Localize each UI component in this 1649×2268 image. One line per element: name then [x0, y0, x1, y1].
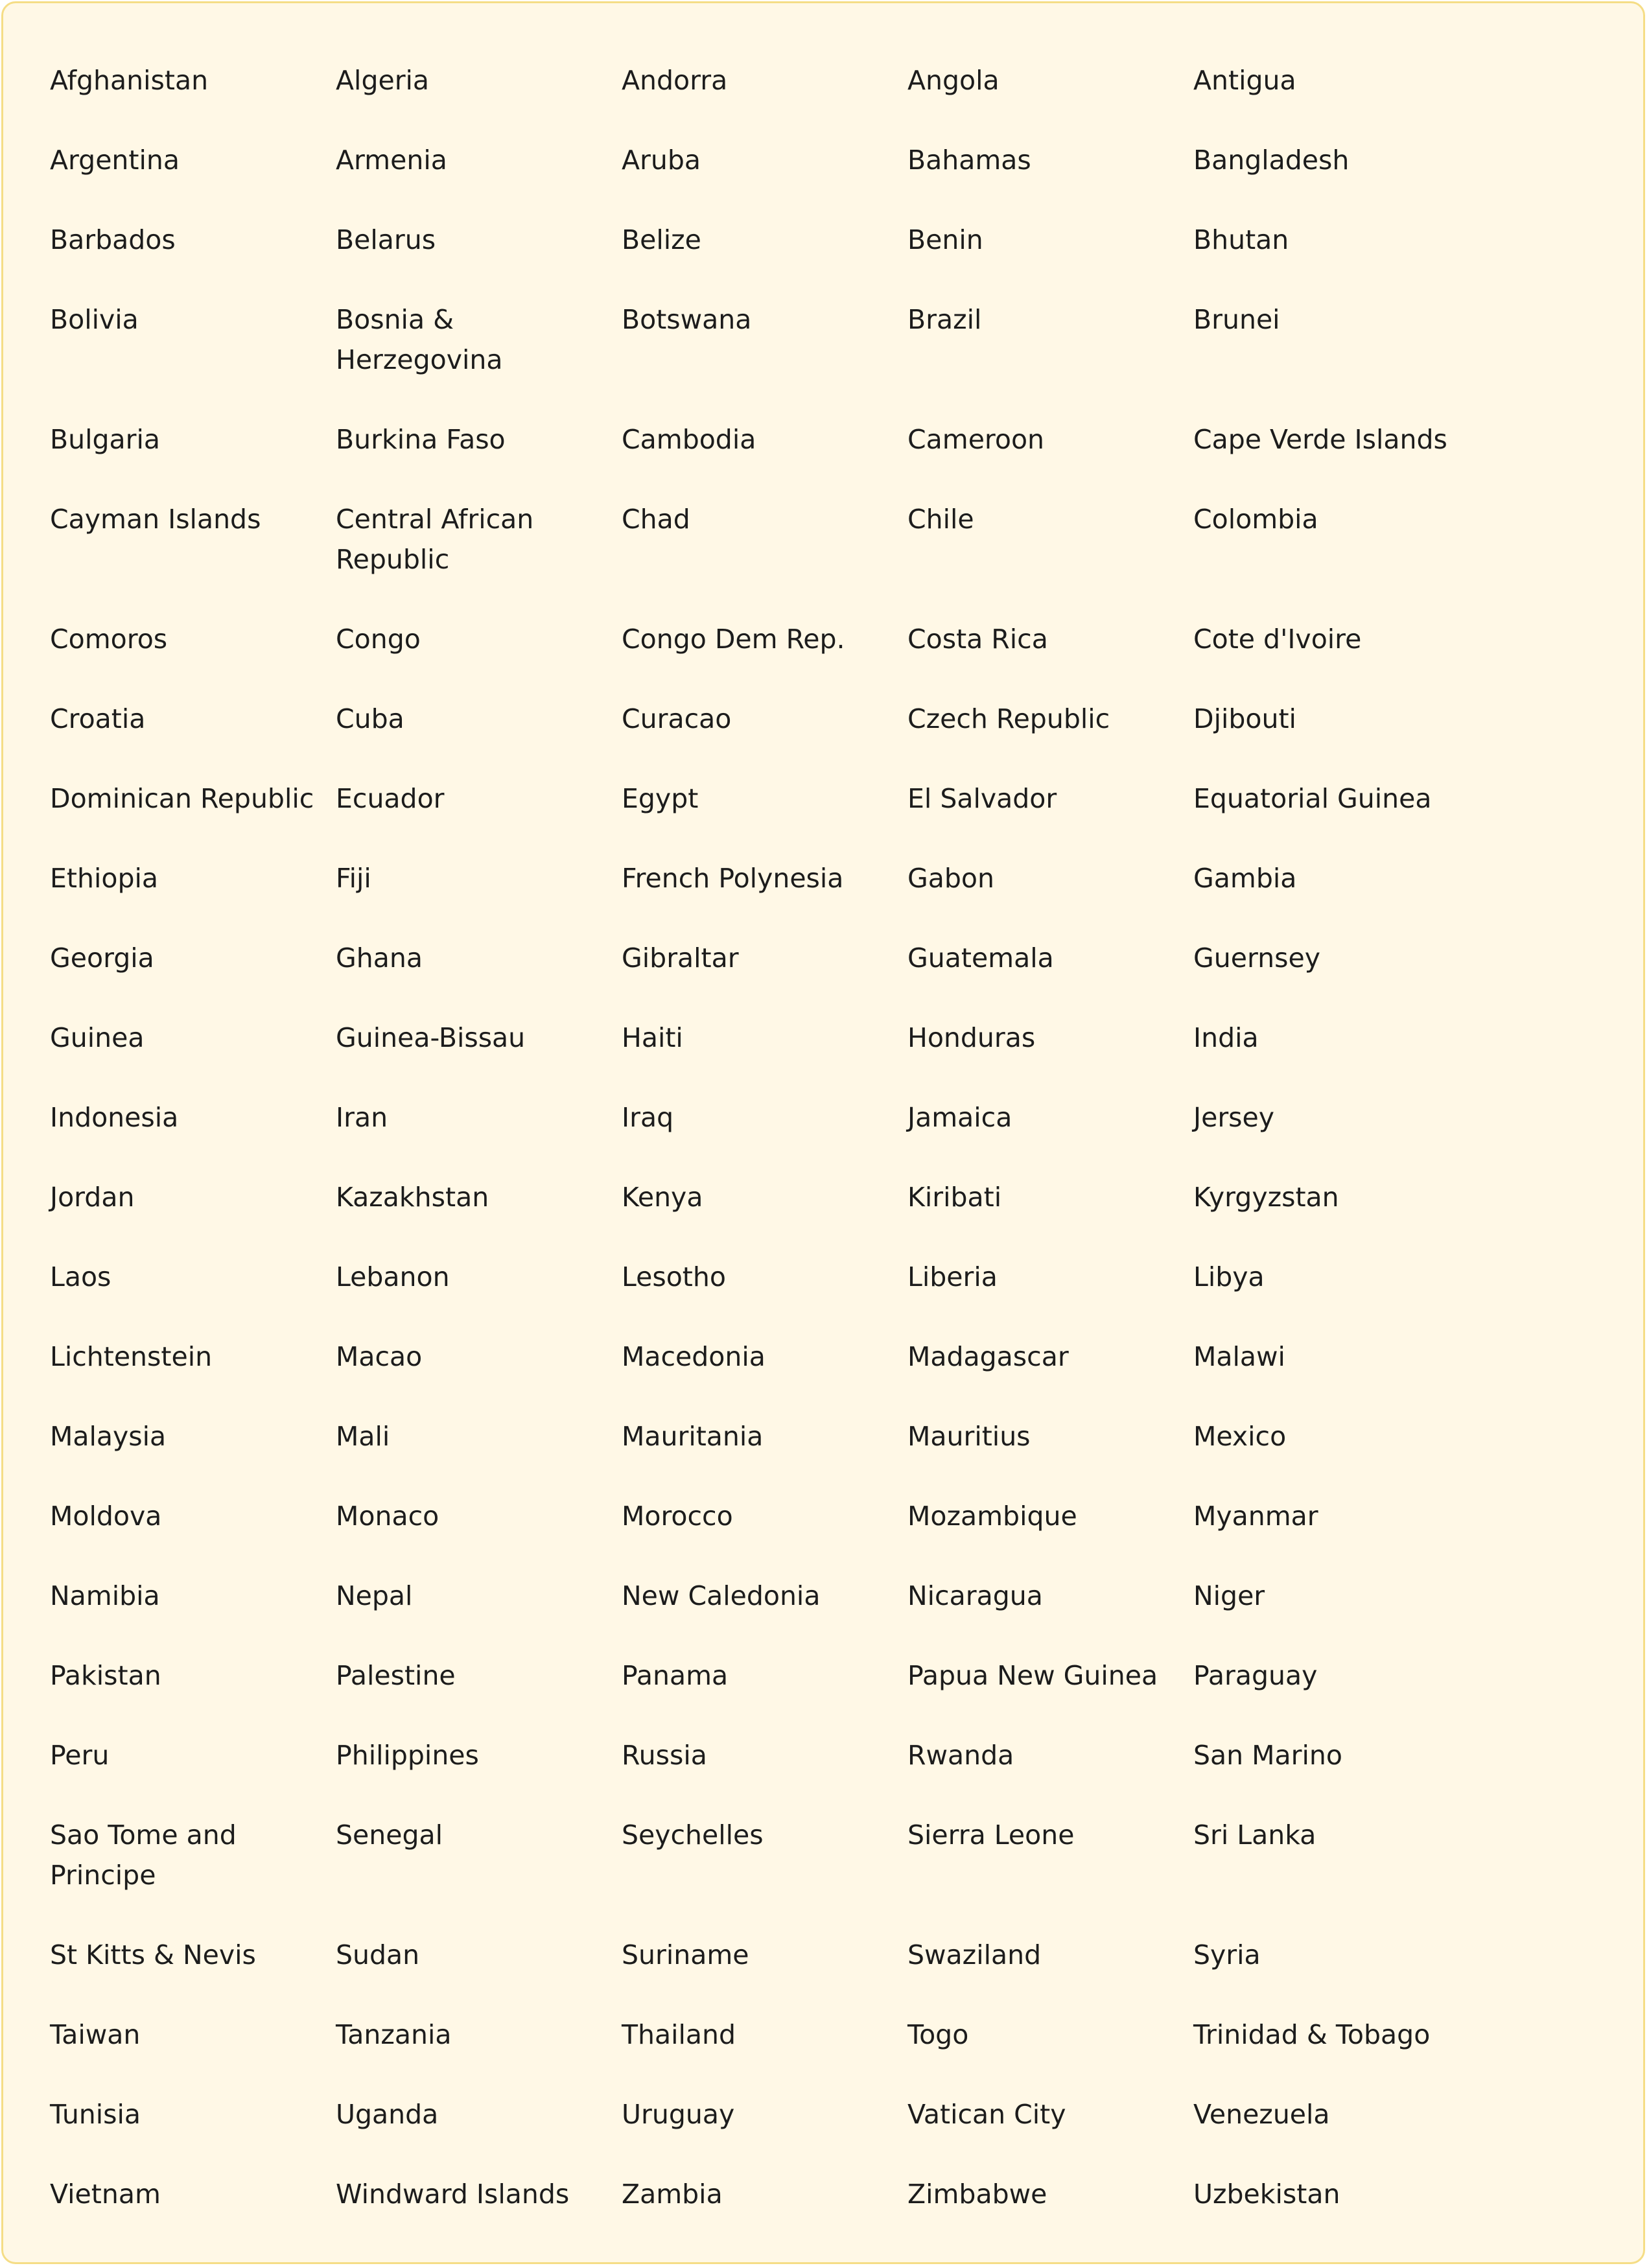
country-item: San Marino [1193, 1740, 1342, 1771]
country-item: Angola [907, 65, 1000, 96]
country-item: Bosnia & Herzegovina [336, 304, 503, 375]
country-item: Kenya [622, 1182, 703, 1213]
country-item: Bolivia [50, 304, 139, 335]
country-item: Czech Republic [907, 703, 1110, 734]
country-item: Bhutan [1193, 224, 1289, 255]
country-item: Iran [336, 1102, 388, 1133]
country-item: Seychelles [622, 1819, 764, 1851]
country-item: Bahamas [907, 145, 1031, 176]
country-item: Mauritania [622, 1421, 764, 1452]
country-item: Taiwan [50, 2019, 141, 2050]
country-item: Nepal [336, 1580, 413, 1611]
country-item: Vietnam [50, 2179, 161, 2210]
country-item: Togo [907, 2019, 969, 2050]
country-item: Peru [50, 1740, 110, 1771]
country-item: Vatican City [907, 2099, 1066, 2130]
country-item: Belarus [336, 224, 436, 255]
country-item: Sierra Leone [907, 1819, 1075, 1851]
country-item: Costa Rica [907, 624, 1048, 655]
country-item: Jersey [1193, 1102, 1275, 1133]
country-item: Cambodia [622, 424, 756, 455]
country-item: Laos [50, 1261, 111, 1292]
country-item: Guinea [50, 1022, 145, 1053]
country-item: Curacao [622, 703, 732, 734]
country-item: Dominican Republic [50, 783, 314, 814]
country-item: Colombia [1193, 504, 1318, 535]
country-item: Swaziland [907, 1939, 1042, 1970]
country-item: Papua New Guinea [907, 1660, 1158, 1691]
country-item: Gibraltar [622, 942, 739, 974]
country-item: Uzbekistan [1193, 2179, 1340, 2210]
country-item: El Salvador [907, 783, 1057, 814]
country-item: Mozambique [907, 1501, 1077, 1532]
country-item: Kyrgyzstan [1193, 1182, 1339, 1213]
country-item: Antigua [1193, 65, 1296, 96]
country-item: Guinea-Bissau [336, 1022, 526, 1053]
country-item: Windward Islands [336, 2179, 570, 2210]
country-item: Zambia [622, 2179, 723, 2210]
country-item: Guatemala [907, 942, 1054, 974]
country-item: Panama [622, 1660, 729, 1691]
country-item: Botswana [622, 304, 752, 335]
country-item: Ethiopia [50, 863, 158, 894]
country-item: Egypt [622, 783, 699, 814]
country-item: Haiti [622, 1022, 683, 1053]
country-item: Malawi [1193, 1341, 1285, 1372]
country-item: Sri Lanka [1193, 1819, 1316, 1851]
country-item: Senegal [336, 1819, 443, 1851]
country-item: Armenia [336, 145, 447, 176]
country-item: Lesotho [622, 1261, 726, 1292]
country-item: Zimbabwe [907, 2179, 1047, 2210]
country-item: Bulgaria [50, 424, 161, 455]
country-item: Mexico [1193, 1421, 1287, 1452]
country-item: Nicaragua [907, 1580, 1043, 1611]
country-item: Philippines [336, 1740, 479, 1771]
country-item: Uganda [336, 2099, 439, 2130]
country-item: Djibouti [1193, 703, 1296, 734]
country-list-panel [1, 1, 1645, 2264]
country-item: Ghana [336, 942, 423, 974]
country-item: Georgia [50, 942, 154, 974]
country-item: Benin [907, 224, 983, 255]
country-item: Cameroon [907, 424, 1045, 455]
country-item: Congo [336, 624, 421, 655]
country-item: Iraq [622, 1102, 674, 1133]
country-item: Venezuela [1193, 2099, 1330, 2130]
country-item: Ecuador [336, 783, 445, 814]
country-item: Thailand [622, 2019, 736, 2050]
country-item: Libya [1193, 1261, 1265, 1292]
country-item: Afghanistan [50, 65, 209, 96]
country-item: Cuba [336, 703, 404, 734]
country-item: New Caledonia [622, 1580, 821, 1611]
country-item: Paraguay [1193, 1660, 1318, 1691]
country-item: Suriname [622, 1939, 749, 1970]
country-item: Jamaica [907, 1102, 1012, 1133]
country-item: Aruba [622, 145, 701, 176]
country-item: Kazakhstan [336, 1182, 489, 1213]
country-item: Niger [1193, 1580, 1265, 1611]
country-item: Russia [622, 1740, 707, 1771]
country-item: Tanzania [336, 2019, 452, 2050]
country-item: Trinidad & Tobago [1193, 2019, 1431, 2050]
country-item: Comoros [50, 624, 168, 655]
country-item: Cape Verde Islands [1193, 424, 1447, 455]
country-item: Moldova [50, 1501, 162, 1532]
country-item: Congo Dem Rep. [622, 624, 845, 655]
country-item: Syria [1193, 1939, 1261, 1970]
country-item: Tunisia [50, 2099, 141, 2130]
country-item: Macao [336, 1341, 423, 1372]
country-item: Brazil [907, 304, 982, 335]
country-item: Cayman Islands [50, 504, 261, 535]
country-item: Burkina Faso [336, 424, 506, 455]
country-item: Andorra [622, 65, 728, 96]
country-item: St Kitts & Nevis [50, 1939, 256, 1970]
country-item: Gambia [1193, 863, 1297, 894]
country-item: Guernsey [1193, 942, 1320, 974]
country-item: Kiribati [907, 1182, 1002, 1213]
country-item: Uruguay [622, 2099, 735, 2130]
country-item: Fiji [336, 863, 371, 894]
country-item: Lebanon [336, 1261, 450, 1292]
country-item: Sao Tome and Principe [50, 1819, 237, 1891]
country-item: Honduras [907, 1022, 1036, 1053]
country-item: Myanmar [1193, 1501, 1318, 1532]
country-item: Namibia [50, 1580, 160, 1611]
country-item: India [1193, 1022, 1259, 1053]
country-item: Argentina [50, 145, 180, 176]
country-item: Croatia [50, 703, 146, 734]
country-item: Indonesia [50, 1102, 179, 1133]
country-grid [50, 60, 1554, 2254]
country-item: Chad [622, 504, 690, 535]
country-item: Pakistan [50, 1660, 161, 1691]
country-item: Monaco [336, 1501, 439, 1532]
country-item: Chile [907, 504, 974, 535]
country-item: Brunei [1193, 304, 1280, 335]
country-item: Algeria [336, 65, 430, 96]
country-item: French Polynesia [622, 863, 844, 894]
country-item: Madagascar [907, 1341, 1069, 1372]
country-item: Palestine [336, 1660, 456, 1691]
country-item: Belize [622, 224, 701, 255]
country-item: Jordan [50, 1182, 135, 1213]
country-item: Mali [336, 1421, 390, 1452]
country-item: Central African Republic [336, 504, 534, 575]
country-item: Sudan [336, 1939, 420, 1970]
country-item: Macedonia [622, 1341, 766, 1372]
country-item: Lichtenstein [50, 1341, 213, 1372]
country-item: Gabon [907, 863, 994, 894]
country-item: Malaysia [50, 1421, 167, 1452]
country-item: Barbados [50, 224, 176, 255]
country-item: Mauritius [907, 1421, 1031, 1452]
country-item: Cote d'Ivoire [1193, 624, 1362, 655]
country-item: Morocco [622, 1501, 733, 1532]
country-item: Equatorial Guinea [1193, 783, 1432, 814]
country-item: Rwanda [907, 1740, 1014, 1771]
country-item: Liberia [907, 1261, 998, 1292]
country-item: Bangladesh [1193, 145, 1350, 176]
